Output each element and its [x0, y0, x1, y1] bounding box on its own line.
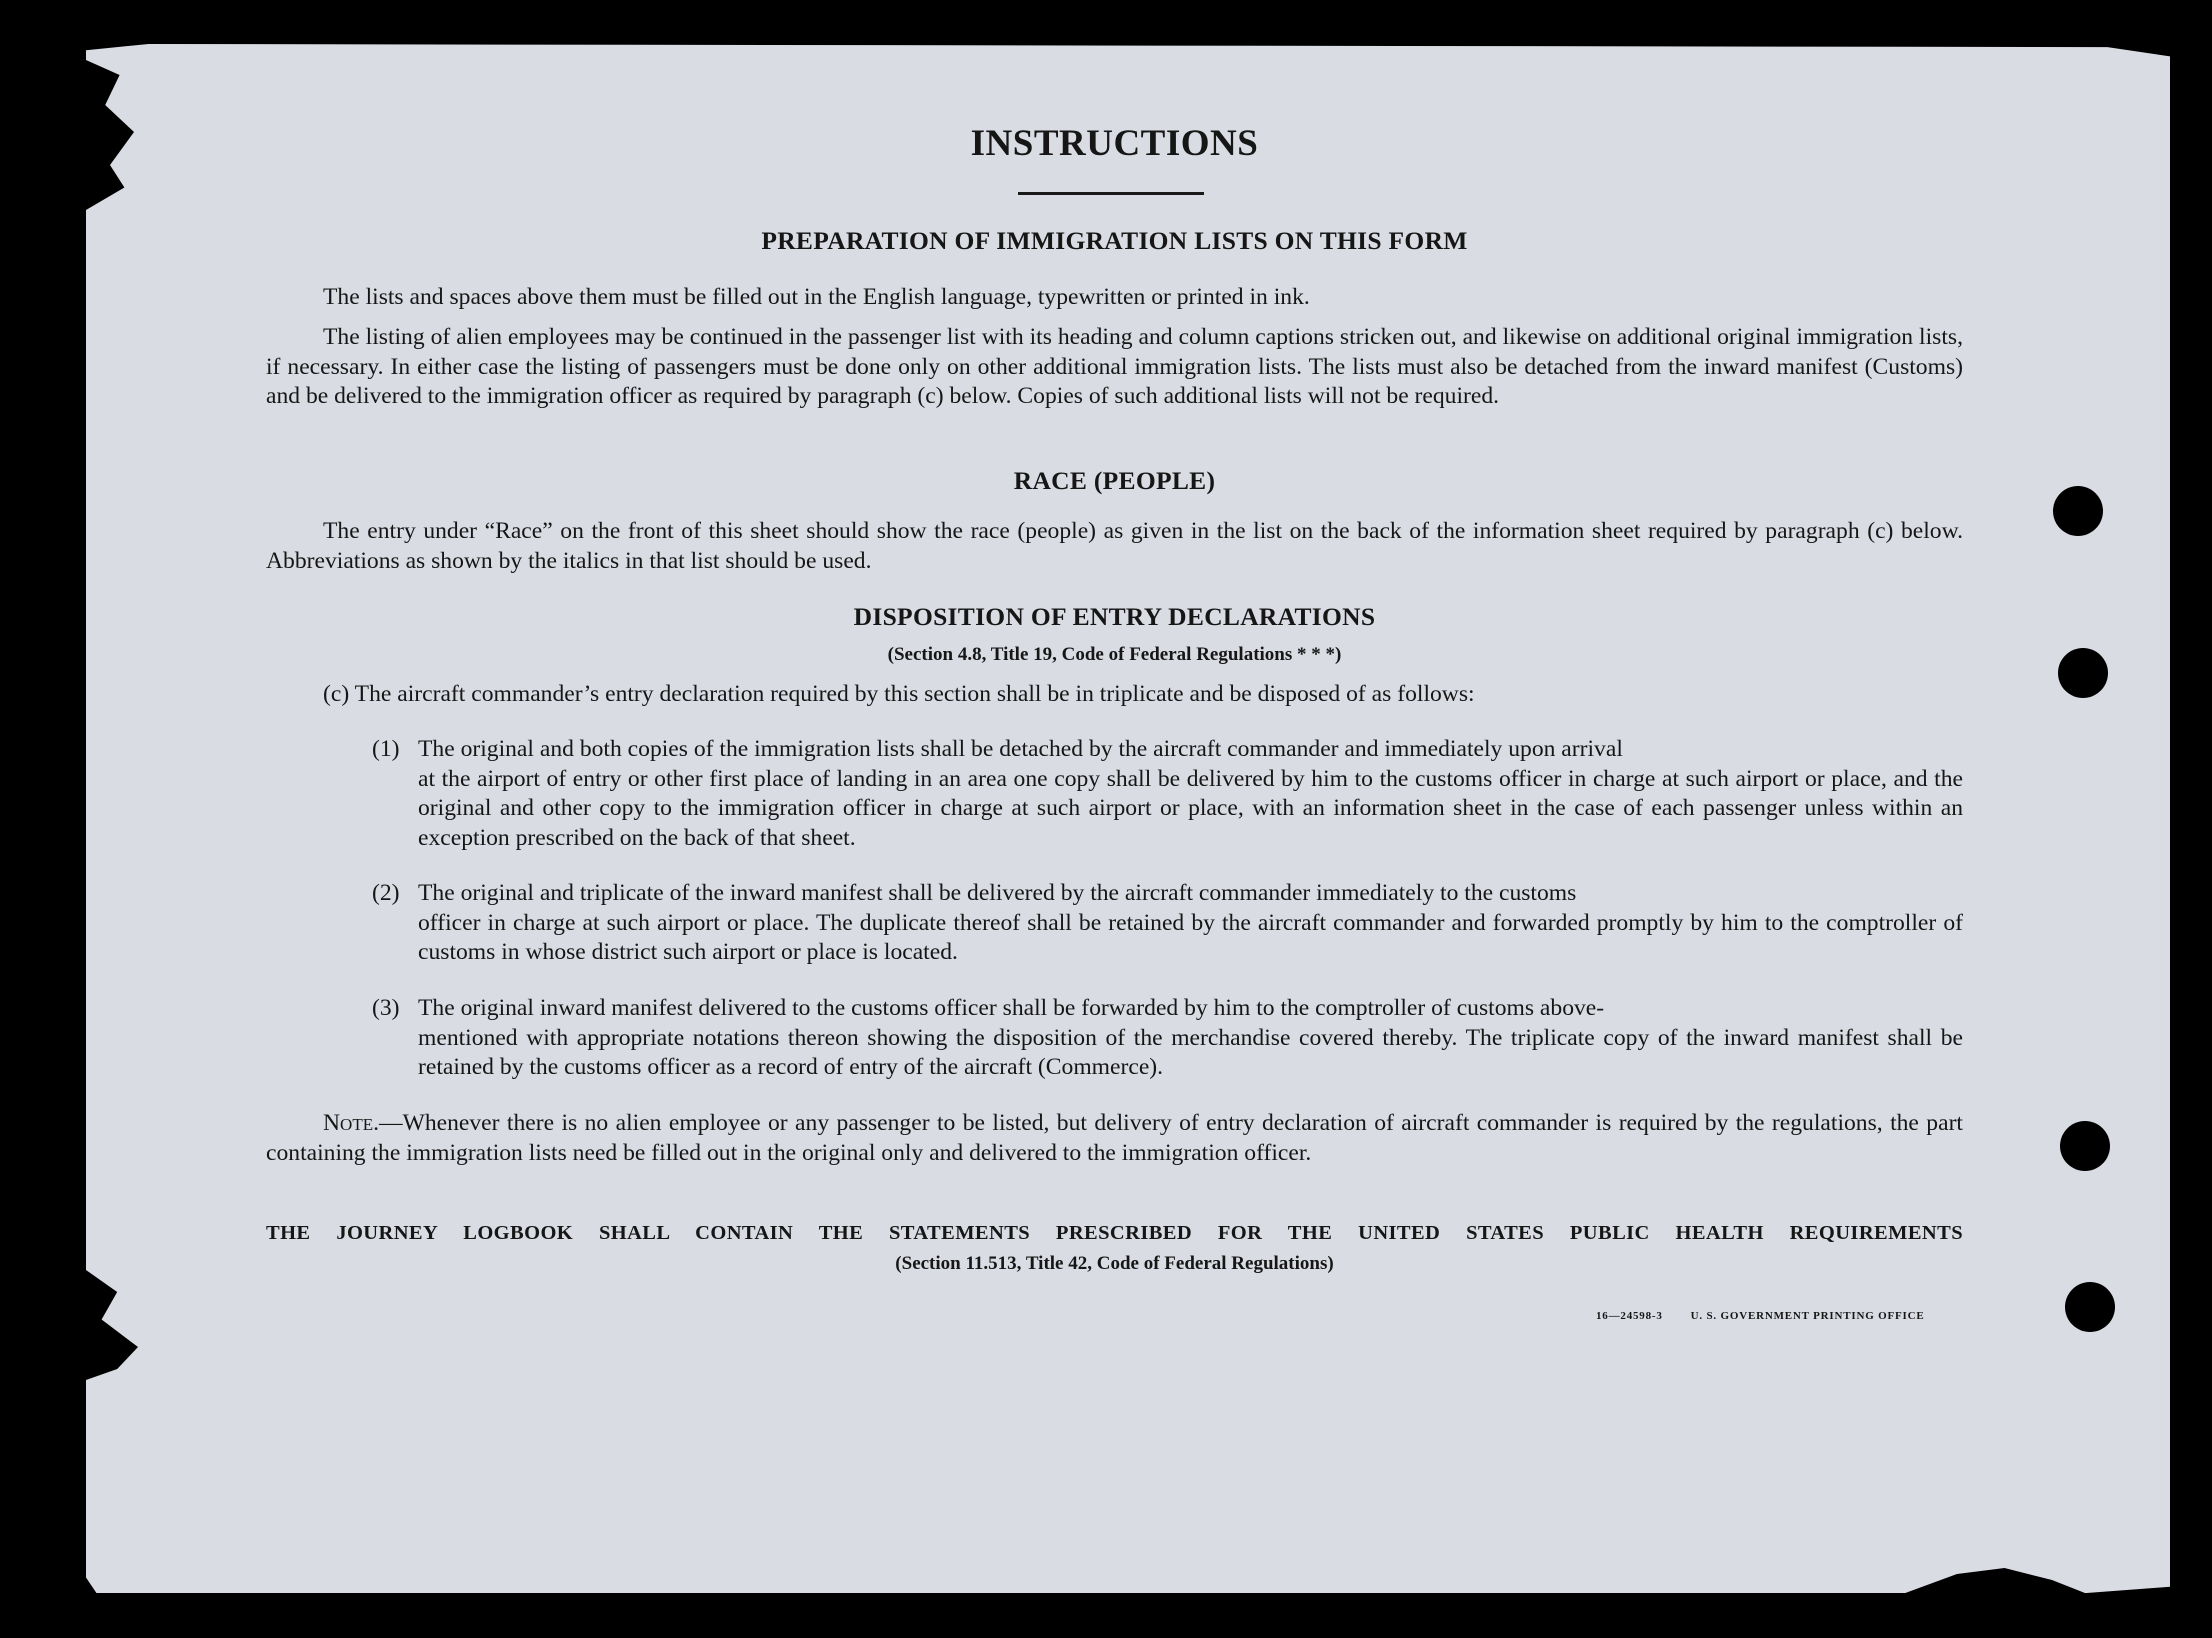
- disposition-intro: (c) The aircraft commander’s entry declaration required by this section shall be in triplicate and be disposed of as follows:: [323, 681, 1475, 707]
- logbook-statement: THE JOURNEY LOGBOOK SHALL CONTAIN THE STATEMENTS PRESCRIBED FOR THE UNITED STATES PUBLIC HEALTH REQUIREMENTS: [266, 1222, 1963, 1244]
- preparation-heading: PREPARATION OF IMMIGRATION LISTS ON THIS FORM: [761, 226, 1468, 255]
- punch-hole: [2065, 1282, 2115, 1332]
- disposition-subheading: (Section 4.8, Title 19, Code of Federal Regulations * * *): [887, 644, 1342, 665]
- print-code: 16—24598-3 U. S. GOVERNMENT PRINTING OFFICE: [1596, 1310, 1925, 1322]
- disposition-item-3: (3) The original inward manifest delivered to the customs officer shall be forwarded by him to the comptroller of customs above- mentioned with appropriate notations thereon showing the disposition of the merchandise covered thereby. The triplicate copy of the inward manifest shall be retained by the customs officer as a record of entry of the aircraft (Commerce).: [372, 995, 1963, 1080]
- logbook-citation: (Section 11.513, Title 42, Code of Federal Regulations): [895, 1253, 1334, 1274]
- title-underline: [1018, 192, 1204, 195]
- disposition-item-2: (2) The original and triplicate of the inward manifest shall be delivered by the aircraft commander immediately to the customs officer in charge at such airport or place. The duplicate thereof shall be retained by the aircraft commander and forwarded promptly by him to the comptroller of customs in whose district such airport or place is located.: [372, 880, 1963, 965]
- race-heading: RACE (PEOPLE): [1013, 466, 1216, 495]
- disposition-item-1: (1) The original and both copies of the immigration lists shall be detached by the aircraft commander and immediately upon arrival at the airport of entry or other first place of landing in an area one copy shall be delivered by him to the customs officer in charge at such airport or place, and the original and other copy to the immigration officer in charge at such airport or place, with an information sheet in the case of each passenger unless within an exception prescribed on the back of that sheet.: [372, 736, 1963, 851]
- preparation-paragraph-2: The listing of alien employees may be continued in the passenger list with its heading and column captions stricken out, and likewise on additional original immigration lists, if necessary. In either case the listing of passengers must be done only on other additional immigration lists. The lists must also be detached from the inward manifest (Customs) and be delivered to the immigration officer as required by paragraph (c) below. Copies of such additional lists will not be required.: [266, 324, 1963, 409]
- printer-name: U. S. GOVERNMENT PRINTING OFFICE: [1690, 1310, 1925, 1322]
- disposition-heading: DISPOSITION OF ENTRY DECLARATIONS: [853, 602, 1376, 631]
- preparation-paragraph-1: The lists and spaces above them must be filled out in the English language, typewritten or printed in ink.: [323, 284, 1310, 310]
- punch-hole: [2053, 486, 2103, 536]
- note-paragraph: Note.—Whenever there is no alien employee or any passenger to be listed, but delivery of entry declaration of aircraft commander is required by the regulations, the part containing the immigration lists need be filled out in the original only and delivered to the immigration officer.: [266, 1110, 1963, 1166]
- race-paragraph: The entry under “Race” on the front of this sheet should show the race (people) as given in the list on the back of the information sheet required by paragraph (c) below. Abbreviations as shown by the italics in that list should be used.: [266, 518, 1963, 574]
- punch-hole: [2060, 1121, 2110, 1171]
- punch-hole: [2058, 648, 2108, 698]
- page-title: INSTRUCTIONS: [970, 123, 1259, 164]
